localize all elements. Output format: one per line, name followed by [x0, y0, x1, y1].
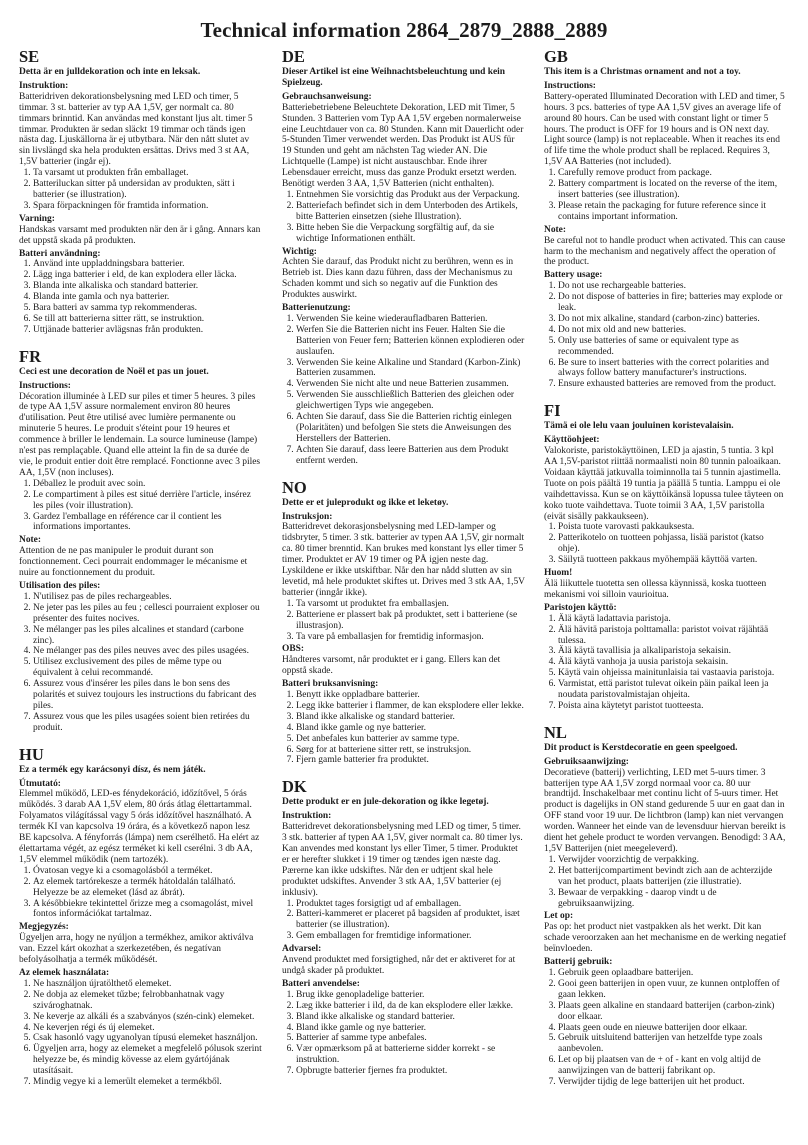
list-item: 1. Ta varsomt ut produktet fra emballasjen. [296, 599, 525, 610]
list-item: 1. Använd inte uppladdningsbara batterier. [33, 259, 262, 270]
list-item: 3. Ne keverje az alkáli és a szabványos (szén-cink) elemeket. [33, 1012, 262, 1023]
language-code: FR [19, 346, 41, 366]
list-item: 2. Az elemek tartórekesze a termék hátoldalán található. Helyezze be az elemeket (lásd az ábrát). [33, 877, 262, 899]
numbered-list [544, 168, 787, 223]
column-1 [19, 48, 262, 1140]
numbered-list [282, 899, 525, 943]
list-item: 1. Ne használjon újratölthető elemeket. [33, 979, 262, 990]
list-item: 2. Batteri-kammeret er placeret på bagsiden af produktet, isæt batterier (se illustration). [296, 909, 525, 931]
list-item: 3. Plaats geen alkaline en standaard batterijen (carbon-zink) door elkaar. [558, 1001, 787, 1023]
subheading: Instructions: [544, 80, 596, 91]
list-item: 5. Det anbefales kun batterier av samme type. [296, 734, 525, 745]
list-item: 3. Ta vare på emballasjen for fremtidig informasjon. [296, 632, 525, 643]
list-item: 7. Uttjänade batterier avlägsnas från produkten. [33, 325, 262, 336]
list-item: 6. Assurez vous d'insérer les piles dans le bon sens des polarités et suivez toujours les instructions du fabricant des piles. [33, 679, 262, 712]
list-item: 1. Verwenden Sie keine wiederaufladbaren Batterien. [296, 314, 525, 325]
list-item: 3. Gem emballagen for fremtidige informationer. [296, 931, 525, 942]
subheading: Instruksjon: [282, 511, 333, 522]
language-code: NL [544, 722, 567, 742]
list-item: 6. Be sure to insert batteries with the correct polarities and always follow battery manufacturer's instructions. [558, 358, 787, 380]
toy-warning: Dit product is Kerstdecoratie en geen speelgoed. [544, 742, 738, 753]
list-item: 1. Brug ikke genopladelige batterier. [296, 990, 525, 1001]
subheading: Gebrauchsanweisung: [282, 91, 372, 102]
list-item: 2. Gooi geen batterijen in open vuur, ze kunnen ontploffen of gaan lekken. [558, 979, 787, 1001]
subheading: Instructions: [19, 380, 71, 391]
subheading: Batterienutzung: [282, 303, 351, 314]
list-item: 3. Ne mélanger pas les piles alcalines et standard (carbone zinc). [33, 625, 262, 647]
list-item: 2. Batteriluckan sitter på undersidan av produkten, sätt i batterier (se illustration). [33, 179, 262, 201]
list-item: 2. Patterikotelo on tuotteen pohjassa, lisää paristot (katso ohje). [558, 533, 787, 555]
list-item: 2. Do not dispose of batteries in fire; batteries may explode or leak. [558, 292, 787, 314]
list-item: 2. Älä hävitä paristoja polttamalla: paristot voivat räjähtää tulessa. [558, 625, 787, 647]
toy-warning: Dette er et juleprodukt og ikke et leketøy. [282, 497, 449, 508]
list-item: 7. Poista aina käytetyt paristot tuotteesta. [558, 701, 787, 712]
subheading: Varning: [19, 213, 55, 224]
paragraph: Håndteres varsomt, når produktet er i gang. Ellers kan det oppstå skade. [282, 655, 501, 677]
list-item: 6. Varmistat, että paristot tulevat oikein päin paikal leen ja noudata paristovalmistajan ohjeita. [558, 679, 787, 701]
list-item: 5. Bara batteri av samma typ rekommenderas. [33, 303, 262, 314]
list-item: 5. Utilisez exclusivement des piles de même type ou équivalent à celui recommandé. [33, 657, 262, 679]
list-item: 6. Vær opmærksom på at batterierne sidder korrekt - se instruktion. [296, 1044, 525, 1066]
toy-warning: Ez a termék egy karácsonyi dísz, és nem játék. [19, 764, 206, 775]
subheading: Käyttöohjeet: [544, 435, 600, 446]
list-item: 5. Gebruik uitsluitend batterijen van hetzelfde type zoals aanbevolen. [558, 1033, 787, 1055]
numbered-list [19, 979, 262, 1088]
section-no [282, 479, 525, 767]
subheading: Wichtig: [282, 246, 317, 257]
list-item: 2. Werfen Sie die Batterien nicht ins Feuer. Halten Sie die Batterien von Feuer fern; Batterien können explodieren oder auslaufen. [296, 325, 525, 358]
list-item: 2. Het batterijcompartiment bevindt zich aan de achterzijde van het product, plaats batterijen (zie illustratie). [558, 866, 787, 888]
list-item: 1. Ta varsamt ut produkten från emballaget. [33, 168, 262, 179]
numbered-list [19, 168, 262, 212]
list-item: 7. Fjern gamle batterier fra produktet. [296, 755, 525, 766]
list-item: 3. Älä käytä tavallisia ja alkaliparistoja sekaisin. [558, 646, 787, 657]
list-item: 7. Achten Sie darauf, dass leere Batterien aus dem Produkt entfernt werden. [296, 445, 525, 467]
list-item: 6. Ügyeljen arra, hogy az elemeket a megfelelő pólusok szerint helyezze be, és mindig kövesse az elem gyártójának utasításait. [33, 1044, 262, 1077]
list-item: 2. Batteriefach befindet sich in dem Unterboden des Artikels, bitte Batterien einsetzen (siehe Illustration). [296, 201, 525, 223]
list-item: 3. Säilytä tuotteen pakkaus myöhempää käyttöä varten. [558, 555, 787, 566]
list-item: 7. Verwijder tijdig de lege batterijen uit het product. [558, 1077, 787, 1088]
list-item: 5. Only use batteries of same or equivalent type as recommended. [558, 336, 787, 358]
paragraph: Batteriebetriebene Beleuchtete Dekoration, LED mit Timer, 5 Stunden. 3 Batterien vom Typ AA 1,5V ergeben normalerweise eine Leuchtdauer von ca. 80 Stunden. Kann mit Dauerlicht oder 5-Stunden Timer verwendet werden. Das Produkt ist AUS für 19 Stunden und geht am nächsten Tag wieder AN. Die Lichtquelle (Lampe) ist nicht austauschbar. Ende ihrer Lebensdauer erreicht, muss das ganze Produkt ersetzt werden. Benötigt werden 3 AA, 1,5V Batterien (nicht enthalten). [282, 102, 524, 190]
paragraph: Be careful not to handle product when activated. This can cause harm to the mechanism and negatively affect the operation of the product. [544, 235, 786, 268]
list-item: 1. N'utilisez pas de piles rechargeables. [33, 592, 262, 603]
paragraph: Valokoriste, paristokäyttöinen, LED ja ajastin, 5 tuntia. 3 kpl AA 1,5V-paristot riittää normaalisti noin 80 tunnin paloaikaan. Voidaan käyttää jatkuvalla toiminnolla tai 5 tunnin ajastimella. Tuote on pois päältä 19 tuntia ja päällä 5 tuntia. Lamppu ei ole vaihdettavissa. Kun se on käyttöikänsä lopussa tulee täyteen on koko tuote vaihdettava. Tuote toimii 3 AA, 1,5V paristolla (eivät sisälly pakkaukseen). [544, 446, 784, 522]
list-item: 4. Blanda inte gamla och nya batterier. [33, 292, 262, 303]
paragraph: Ügyeljen arra, hogy ne nyúljon a termékhez, amikor aktiválva van. Ezzel kárt okozhat a szerkezetében, és negatívan befolyásolhatja a termék működését. [19, 933, 254, 966]
list-item: 1. Poista tuote varovasti pakkauksesta. [558, 522, 787, 533]
list-item: 7. Opbrugte batterier fjernes fra produktet. [296, 1066, 525, 1077]
numbered-list [282, 190, 525, 245]
paragraph: Handskas varsamt med produkten när den är i gång. Annars kan det uppstå skada på produkten. [19, 224, 261, 246]
list-item: 7. Assurez vous que les piles usagées soient bien retirées du produit. [33, 712, 262, 734]
list-item: 2. Le compartiment à piles est situé derrière l'article, insérez les piles (voir illustration). [33, 490, 262, 512]
column-2 [282, 48, 525, 1140]
paragraph: Attention de ne pas manipuler le produit durant son fonctionnement. Ceci pourrait endommager le mécanisme et nuire au fonctionnement du produit. [19, 546, 248, 579]
subheading: Batteri bruksanvisning: [282, 679, 379, 690]
section-hu [19, 746, 262, 1088]
list-item: 1. Älä käytä ladattavia paristoja. [558, 614, 787, 625]
list-item: 3. Spara förpackningen för framtida information. [33, 201, 262, 212]
list-item: 4. Bland ikke gamle og nye batterier. [296, 723, 525, 734]
numbered-list [282, 599, 525, 643]
toy-warning: Ceci est une decoration de Noël et pas un jouet. [19, 366, 209, 377]
subheading: Megjegyzés: [19, 922, 69, 933]
numbered-list [19, 592, 262, 734]
list-item: 6. Sørg for at batteriene sitter rett, se instruksjon. [296, 745, 525, 756]
list-item: 2. Læg ikke batterier i ild, da de kan eksplodere eller lække. [296, 1001, 525, 1012]
paragraph: Décoration illuminée à LED sur piles et timer 5 heures. 3 piles de type AA 1,5V assure normalement environ 80 heures d'utilisation. Peut être utilisé avec lumière permanente ou minuterie 5 heures. Le produit s'éteint pour 19 heures et commence à briller le lendemain. La source lumineuse (lampe) n'est pas remplaçable. Quand elle atteint la fin de sa durée de vie, le produit entier doit être remplacé. Fonctionne avec 3 piles AA, 1,5V (non incluses). [19, 391, 261, 478]
section-de [282, 48, 525, 467]
subheading: Note: [19, 535, 42, 546]
list-item: 7. Ensure exhausted batteries are removed from the product. [558, 379, 787, 390]
list-item: 7. Mindig vegye ki a lemerült elemeket a termékből. [33, 1077, 262, 1088]
paragraph: Elemmel működő, LED-es fénydekoráció, időzítővel, 5 órás működés. 3 darab AA 1,5V elem, 80 órás átlag élettartammal. Folyamatos világítással vagy 5 órás időzítővel használható. A termék KI van kapcsolva 19 órára, és a következő napon lesz BE kapcsolva. A fényforrás (lámpa) nem cserélhető. Ha elért az élettartama végét, az egész terméket ki kell cserélni. 3 db AA, 1,5V elemmel működik (nem tartozék). [19, 789, 260, 865]
language-code: DE [282, 48, 305, 66]
list-item: 6. Let op bij plaatsen van de + of - kant en volg altijd de aanwijzingen van de batterij fabrikant op. [558, 1055, 787, 1077]
section-gb [544, 48, 787, 390]
paragraph: Achten Sie darauf, das Produkt nicht zu berühren, wenn es in Betrieb ist. Dies kann dazu führen, dass der Mechanismus zu Schaden kommt und sich so negativ auf die Funktion des Produktes auswirkt. [282, 257, 514, 301]
list-item: 2. Lägg inga batterier i eld, de kan explodera eller läcka. [33, 270, 262, 281]
section-nl [544, 724, 787, 1088]
numbered-list [282, 990, 525, 1077]
numbered-list [282, 314, 525, 467]
list-item: 3. Bland ikke alkaliske og standard batterier. [296, 1012, 525, 1023]
numbered-list [544, 968, 787, 1088]
list-item: 1. Produktet tages forsigtigt ud af emballagen. [296, 899, 525, 910]
list-item: 3. Blanda inte alkaliska och standard batterier. [33, 281, 262, 292]
list-item: 6. Achten Sie darauf, dass Sie die Batterien richtig einlegen (Polaritäten) und befolgen Sie stets die Anweisungen des Herstellers der Batterien. [296, 412, 525, 445]
list-item: 3. Bitte heben Sie die Verpackung sorgfältig auf, da sie wichtige Informationen enthält. [296, 223, 525, 245]
list-item: 5. Csak hasonló vagy ugyanolyan típusú elemeket használjon. [33, 1033, 262, 1044]
paragraph: Decoratieve (batterij) verlichting, LED met 5-uurs timer. 3 batterijen type AA 1,5V zorgd normaal voor ca. 80 uur brandtijd. Inschakelbaar met continu licht of 5-uurs timer. Het product is dagelijks in ON stand gedurende 5 uur en gaat dan in OFF stand voor 19 uur. De lichtbron (lamp) kan niet vervangen worden. Wanneer het einde van de levensduur hiervan bereikt is dient het gehele product te worden vervangen. Benodigd: 3 AA, 1,5V Batterijen (niet meegeleverd). [544, 767, 786, 854]
list-item: 3. Please retain the packaging for future reference since it contains important information. [558, 201, 787, 223]
list-item: 3. Verwenden Sie keine Alkaline und Standard (Karbon-Zink) Batterien zusammen. [296, 358, 525, 380]
paragraph: Batteridrevet dekorasjonsbelysning med LED-lamper og tidsbryter, 5 timer. 3 stk. batterier av typen AA 1,5V, gir normalt ca. 80 timer brenntid. Kan brukes med konstant lys eller timer 5 timer. Produktet er AV 19 timer og PÅ igjen neste dag. Lyskildene er ikke utskiftbar. Når den har nådd slutten av sin levetid, må hele produktet skiftes ut. Drives med 3 stk AA, 1,5V batterier (inngår ikke). [282, 522, 525, 598]
list-item: 3. Do not mix alkaline, standard (carbon-zinc) batteries. [558, 314, 787, 325]
list-item: 2. Battery compartment is located on the reverse of the item, insert batteries (see illustration). [558, 179, 787, 201]
list-item: 1. Gebruik geen oplaadbare batterijen. [558, 968, 787, 979]
subheading: Gebruiksaanwijzing: [544, 756, 629, 767]
toy-warning: Dette produkt er en jule-dekoration og ikke legetøj. [282, 797, 489, 808]
subheading: Battery usage: [544, 270, 603, 281]
numbered-list [544, 614, 787, 712]
list-item: 1. Óvatosan vegye ki a csomagolásból a terméket. [33, 866, 262, 877]
list-item: 5. Verwenden Sie ausschließlich Batterien des gleichen oder gleichwertigen Typs wie angegeben. [296, 390, 525, 412]
paragraph: Anvend produktet med forsigtighed, når det er aktiveret for at undgå skader på produktet. [282, 955, 516, 976]
list-item: 4. Älä käytä vanhoja ja uusia paristoja sekaisin. [558, 657, 787, 668]
subheading: Útmutató: [19, 778, 61, 789]
subheading: Advarsel: [282, 944, 322, 955]
toy-warning: Tämä ei ole lelu vaan jouluinen koristevalaisin. [544, 421, 734, 432]
paragraph: Pas op: het product niet vastpakken als het werkt. Dit kan schade veroorzaken aan het mechanisme en de werking negatief beïnvloeden. [544, 922, 787, 955]
list-item: 4. Do not mix old and new batteries. [558, 325, 787, 336]
subheading: Batterij gebruik: [544, 957, 613, 968]
numbered-list [19, 479, 262, 534]
subheading: Az elemek használata: [19, 967, 110, 978]
subheading: Instruktion: [282, 811, 332, 822]
list-item: 2. Ne jeter pas les piles au feu ; cellesci pourraient exploser ou présenter des fuites nocives. [33, 603, 262, 625]
list-item: 3. Gardez l'emballage en référence car il contient les informations importantes. [33, 512, 262, 534]
list-item: 4. Ne mélanger pas des piles neuves avec des piles usagées. [33, 646, 262, 657]
subheading: Paristojen käyttö: [544, 602, 617, 613]
language-code: NO [282, 477, 307, 497]
list-item: 1. Déballez le produit avec soin. [33, 479, 262, 490]
list-item: 3. Bewaar de verpakking - daarop vindt u de gebruiksaanwijzing. [558, 888, 787, 910]
list-item: 5. Batterier af samme type anbefales. [296, 1033, 525, 1044]
list-item: 6. Se till att batterierna sitter rätt, se instruktion. [33, 314, 262, 325]
paragraph: Batteridriven dekorationsbelysning med LED och timer, 5 timmar. 3 st. batterier av typ AA 1,5V, ger normalt ca. 80 timmars brinntid. Kan användas med konstant ljus alt. timer 5 timmar. Produkten är sedan släckt 19 timmar och tänds igen nästa dag. Ljuskällorna är ej utbytbara. När den nått slutet av sin livslängd ska hela produkten ersättas. Drivs med 3 st AA, 1,5V batterier (ingår ej). [19, 91, 253, 168]
toy-warning: This item is a Christmas ornament and not a toy. [544, 67, 741, 77]
subheading: Note: [544, 224, 567, 235]
paragraph: Batteridrevet dekorationsbelysning med LED og timer, 5 timer. 3 stk. batterier af typen AA 1,5V, giver normalt ca. 80 timer lys. Kan anvendes med konstant lys eller Timer, 5 timer. Produktet er er herefter slukket i 19 timer og tændes igen næste dag. Pærerne kan ikke udskiftes. Når den er udtjent skal hele produktet udskiftes. Anvender 3 stk AA, 1,5V batterier (ej inklusiv). [282, 822, 523, 898]
numbered-list [544, 522, 787, 566]
section-dk [282, 778, 525, 1077]
list-item: 2. Ne dobja az elemeket tűzbe; felrobbanhatnak vagy szivároghatnak. [33, 990, 262, 1012]
toy-warning: Dieser Artikel ist eine Weihnachtsbeleuchtung und kein Spielzeug. [282, 67, 506, 88]
list-item: 1. Entnehmen Sie vorsichtig das Produkt aus der Verpackung. [296, 190, 525, 201]
paragraph: Battery-operated Illuminated Decoration with LED and timer, 5 hours. 3 pcs. batteries of type AA 1,5V gives an average life of around 80 hours. Can be used with constant light or timer 5 hours. The product is OFF for 19 hours and is ON next day. Light source (lamp) is not replaceable. When it reaches its end of life time the whole product shall be replaced. Requires 3, 1,5V AA Batteries (not included). [544, 91, 785, 168]
list-item: 1. Benytt ikke oppladbare batterier. [296, 690, 525, 701]
list-item: 4. Plaats geen oude en nieuwe batterijen door elkaar. [558, 1023, 787, 1034]
list-item: 4. Bland ikke gamle og nye batterier. [296, 1023, 525, 1034]
subheading: Batteri användning: [19, 248, 101, 259]
subheading: Instruktion: [19, 80, 69, 91]
list-item: 1. Verwijder voorzichtig de verpakking. [558, 855, 787, 866]
language-code: GB [544, 48, 568, 66]
list-item: 3. A későbbiekre tekintettel őrizze meg a csomagolást, mivel fontos információkat tartalmaz. [33, 899, 262, 921]
subheading: Huom! [544, 568, 573, 579]
subheading: Let op: [544, 911, 574, 922]
list-item: 4. Verwenden Sie nicht alte und neue Batterien zusammen. [296, 379, 525, 390]
subheading: Batteri anvendelse: [282, 978, 360, 989]
list-item: 2. Legg ikke batterier i flammer, de kan eksplodere eller lekke. [296, 701, 525, 712]
list-item: 2. Batteriene er plassert bak på produktet, sett i batteriene (se illustrasjon). [296, 610, 525, 632]
list-item: 5. Käytä vain ohjeissa mainitunlaisia tai vastaavia paristoja. [558, 668, 787, 679]
numbered-list [544, 281, 787, 390]
list-item: 1. Do not use rechargeable batteries. [558, 281, 787, 292]
toy-warning: Detta är en julldekoration och inte en leksak. [19, 67, 201, 77]
numbered-list [282, 690, 525, 766]
page-title: Technical information 2864_2879_2888_2889 [200, 18, 608, 42]
section-se [19, 48, 262, 336]
numbered-list [19, 866, 262, 921]
list-item: 1. Carefully remove product from package. [558, 168, 787, 179]
column-3 [544, 48, 787, 1140]
list-item: 3. Bland ikke alkaliske og standard batterier. [296, 712, 525, 723]
numbered-list [544, 855, 787, 910]
language-code: SE [19, 48, 40, 66]
subheading: OBS: [282, 644, 305, 655]
section-fi [544, 402, 787, 712]
paragraph: Älä liikuttele tuotetta sen ollessa käynnissä, koska tuotteen mekanismi voi silloin vaurioitua. [544, 578, 767, 600]
list-item: 4. Ne keverjen régi és új elemeket. [33, 1023, 262, 1034]
numbered-list [19, 259, 262, 335]
language-code: HU [19, 744, 44, 764]
section-fr [19, 348, 262, 734]
language-code: FI [544, 401, 561, 421]
subheading: Utilisation des piles: [19, 580, 101, 591]
language-code: DK [282, 777, 307, 797]
